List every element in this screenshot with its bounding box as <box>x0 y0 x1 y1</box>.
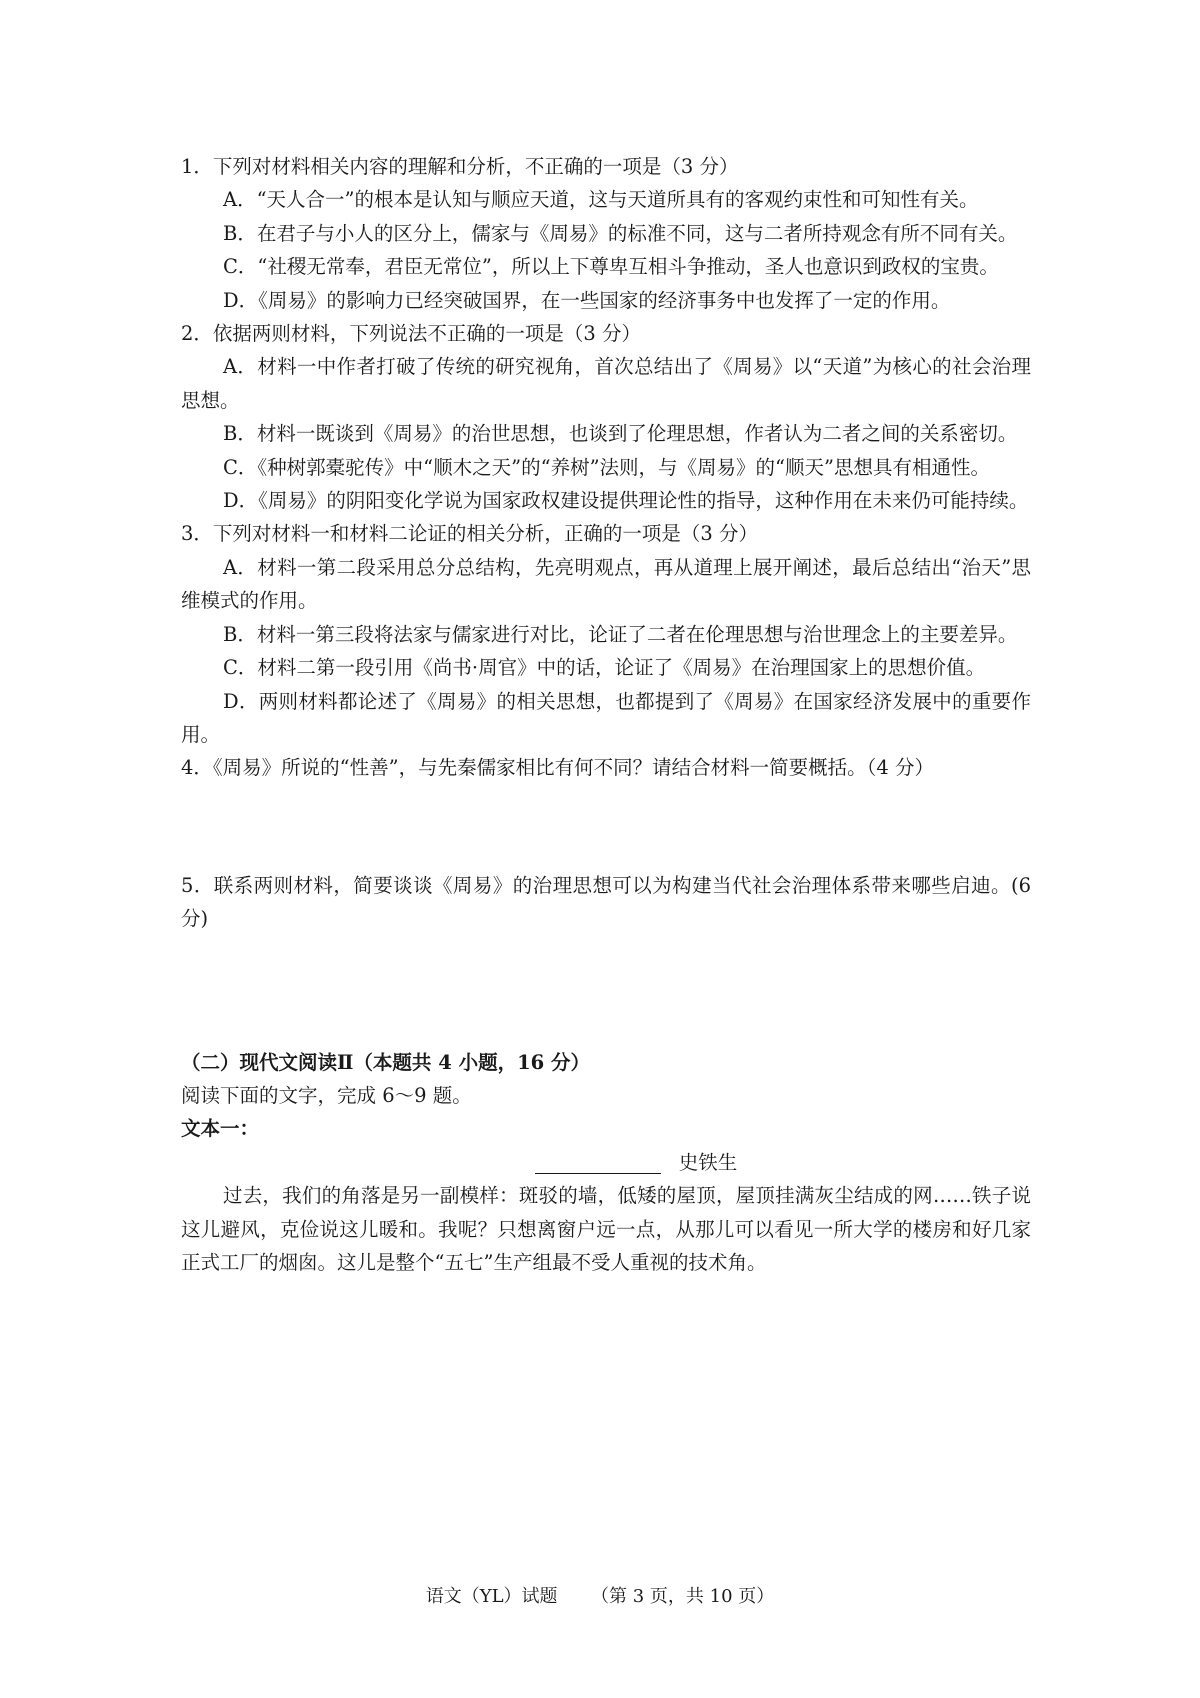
answer-space-4 <box>181 785 1031 869</box>
question-3-option-d: D．两则材料都论述了《周易》的相关思想，也都提到了《周易》在国家经济发展中的重要作用。 <box>181 689 1031 746</box>
question-4: 4．《周易》所说的“性善”，与先秦儒家相比有何不同？请结合材料一简要概括。（4 分） <box>181 756 934 780</box>
text-paragraph: 过去，我们的角落是另一副模样：斑驳的墙，低矮的屋顶，屋顶挂满灰尘结成的网……铁子说这儿避风，克俭说这儿暖和。我呢？只想离窗户远一点，从那儿可以看见一所大学的楼房和好几家正式工厂的烟囱。这儿是整个“五七”生产组最不受人重视的技术角。 <box>181 1184 1031 1274</box>
question-2-option-c: C．《种树郭橐驼传》中“顺木之天”的“养树”法则，与《周易》的“顺天”思想具有相通性。 <box>223 455 990 479</box>
question-1-option-b: B．在君子与小人的区分上，儒家与《周易》的标准不同，这与二者所持观念有所不同有关。 <box>223 221 1018 245</box>
section-title: （二）现代文阅读Ⅱ（本题共 4 小题，16 分） <box>181 1050 591 1074</box>
question-1-option-a: A．“天人合一”的根本是认知与顺应天道，这与天道所具有的客观约束性和可知性有关。 <box>223 188 979 212</box>
question-2-option-d: D．《周易》的阴阳变化学说为国家政权建设提供理论性的指导，这种作用在未来仍可能持续。 <box>223 489 1029 513</box>
section-instruction: 阅读下面的文字，完成 6～9 题。 <box>181 1083 472 1107</box>
question-1-option-c: C．“社稷无常奉，君臣无常位”，所以上下尊卑互相斗争推动，圣人也意识到政权的宝贵。 <box>223 255 999 279</box>
question-1-stem: 1．下列对材料相关内容的理解和分析，不正确的一项是（3 分） <box>181 155 739 178</box>
question-1-option-d: D．《周易》的影响力已经突破国界，在一些国家的经济事务中也发挥了一定的作用。 <box>223 288 951 312</box>
answer-space-5 <box>181 936 1031 1046</box>
text-label: 文本一： <box>181 1117 260 1141</box>
question-2-option-a: A．材料一中作者打破了传统的研究视角，首次总结出了《周易》以“天道”为核心的社会治理思想。 <box>181 355 1031 412</box>
question-5: 5．联系两则材料，简要谈谈《周易》的治理思想可以为构建当代社会治理体系带来哪些启迪。(6 分) <box>181 873 1031 931</box>
question-3-option-c: C．材料二第一段引用《尚书·周官》中的话，论证了《周易》在治理国家上的思想价值。 <box>223 656 986 680</box>
question-3-stem: 3．下列对材料一和材料二论证的相关分析，正确的一项是（3 分） <box>181 522 759 546</box>
question-3-option-a: A．材料一第二段采用总分总结构，先亮明观点，再从道理上展开阐述，最后总结出“治天”思维模式的作用。 <box>181 555 1031 613</box>
author-name: 史铁生 <box>678 1150 738 1174</box>
footer-subject: 语文（YL）试题 <box>425 1586 558 1607</box>
question-2-option-b: B．材料一既谈到《周易》的治世思想，也谈到了伦理思想，作者认为二者之间的关系密切。 <box>223 422 1018 446</box>
title-byline <box>241 1146 1031 1179</box>
page-footer <box>0 1582 1200 1608</box>
question-3-option-b: B．材料一第三段将法家与儒家进行对比，论证了二者在伦理思想与治世理念上的主要差异。 <box>223 622 1018 646</box>
title-blank <box>535 1151 661 1174</box>
content-column <box>181 150 1031 1279</box>
question-2-stem: 2．依据两则材料，下列说法不正确的一项是（3 分） <box>181 322 642 346</box>
footer-page-number: （第 3 页，共 10 页） <box>591 1586 775 1607</box>
